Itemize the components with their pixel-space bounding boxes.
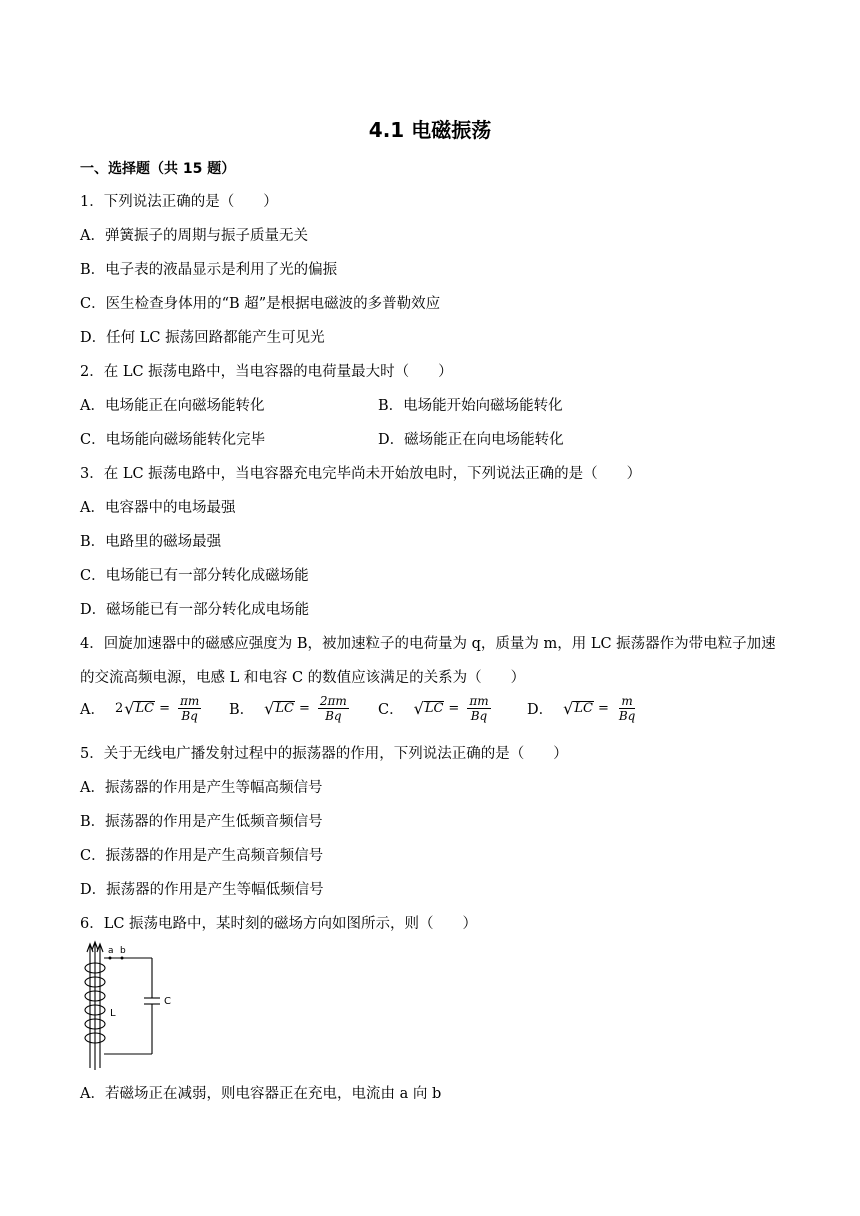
square-root: √ LC [563,699,593,718]
numerator: πm [469,694,489,708]
question-2-option-d: D．磁场能正在向电场能转化 [378,432,564,448]
fraction [178,694,201,723]
question-1-option-b: B．电子表的液晶显示是利用了光的偏振 [80,262,338,278]
question-4-option-d [527,694,637,723]
question-5-stem: 5．关于无线电广播发射过程中的振荡器的作用，下列说法正确的是（ ） [80,746,568,762]
question-1-option-a: A．弹簧振子的周期与振子质量无关 [80,228,308,244]
question-6-option-a: A．若磁场正在减弱，则电容器正在充电，电流由 a 向 b [80,1086,442,1102]
option-label: B． [229,702,255,718]
fraction [617,694,638,723]
question-4-option-a [80,694,201,723]
question-4-stem-line2: 的交流高频电源，电感 L 和电容 C 的数值应该满足的关系为（ ） [80,670,526,686]
question-1-option-c: C．医生检查身体用的“B 超”是根据电磁波的多普勒效应 [80,296,441,312]
question-2-option-a: A．电场能正在向磁场能转化 [80,398,265,414]
page-title: 4.1 电磁振荡 [368,118,492,142]
radicand: LC [135,701,155,716]
formula [414,694,491,723]
formula [264,694,349,723]
question-5-option-b: B．振荡器的作用是产生低频音频信号 [80,814,323,830]
numerator: 2πm [319,694,347,708]
question-2-option-b: B．电场能开始向磁场能转化 [378,398,563,414]
question-5-option-d: D．振荡器的作用是产生等幅低频信号 [80,882,324,898]
numerator: m [621,694,633,708]
label-a: a [108,946,114,956]
question-3-option-c: C．电场能已有一部分转化成磁场能 [80,568,309,584]
denominator: Bq [181,709,198,723]
option-label: A． [80,702,105,718]
fraction [467,694,490,723]
label-capacitor: C [164,996,171,1007]
option-label: C． [378,702,404,718]
coefficient: 2 [114,701,124,716]
question-2-option-c: C．电场能向磁场能转化完毕 [80,432,266,448]
question-3-option-a: A．电容器中的电场最强 [80,500,236,516]
point-a-marker [109,957,112,960]
question-4-stem-line1: 4．回旋加速器中的磁感应强度为 B，被加速粒子的电荷量为 q，质量为 m，用 LC 振荡器作为带电粒子加速 [80,636,776,652]
radicand: LC [424,701,444,716]
question-5-option-a: A．振荡器的作用是产生等幅高频信号 [80,780,323,796]
question-1-stem: 1．下列说法正确的是（ ） [80,194,278,210]
question-3-option-d: D．磁场能已有一部分转化成电场能 [80,602,310,618]
question-4-option-c [378,694,491,723]
equals-sign: = [298,701,310,716]
label-b: b [120,946,126,956]
denominator: Bq [325,709,342,723]
label-inductor: L [110,1008,116,1019]
equals-sign: = [159,701,170,716]
equals-sign: = [597,701,609,716]
square-root: √ LC [413,699,444,718]
question-5-option-c: C．振荡器的作用是产生高频音频信号 [80,848,324,864]
question-6-stem: 6．LC 振荡电路中，某时刻的磁场方向如图所示，则（ ） [80,916,478,932]
point-b-marker [121,957,124,960]
square-root: √ LC [124,699,155,718]
question-1-option-d: D．任何 LC 振荡回路都能产生可见光 [80,330,325,346]
question-2-stem: 2．在 LC 振荡电路中，当电容器的电荷量最大时（ ） [80,364,453,380]
lc-circuit-figure [80,938,180,1074]
section-heading: 一、选择题（共 15 题） [80,161,236,177]
question-3-option-b: B．电路里的磁场最强 [80,534,222,550]
equals-sign: = [448,701,460,716]
question-3-stem: 3．在 LC 振荡电路中，当电容器充电完毕尚未开始放电时，下列说法正确的是（ ） [80,466,642,482]
denominator: Bq [618,709,636,723]
radicand: LC [275,701,294,716]
formula [115,694,201,723]
formula [563,694,637,723]
denominator: Bq [470,709,488,723]
square-root: √ LC [264,699,294,718]
option-label: D． [527,702,554,718]
radicand: LC [574,701,593,716]
numerator: πm [179,694,200,708]
fraction [318,694,349,723]
question-4-option-b [229,694,349,723]
